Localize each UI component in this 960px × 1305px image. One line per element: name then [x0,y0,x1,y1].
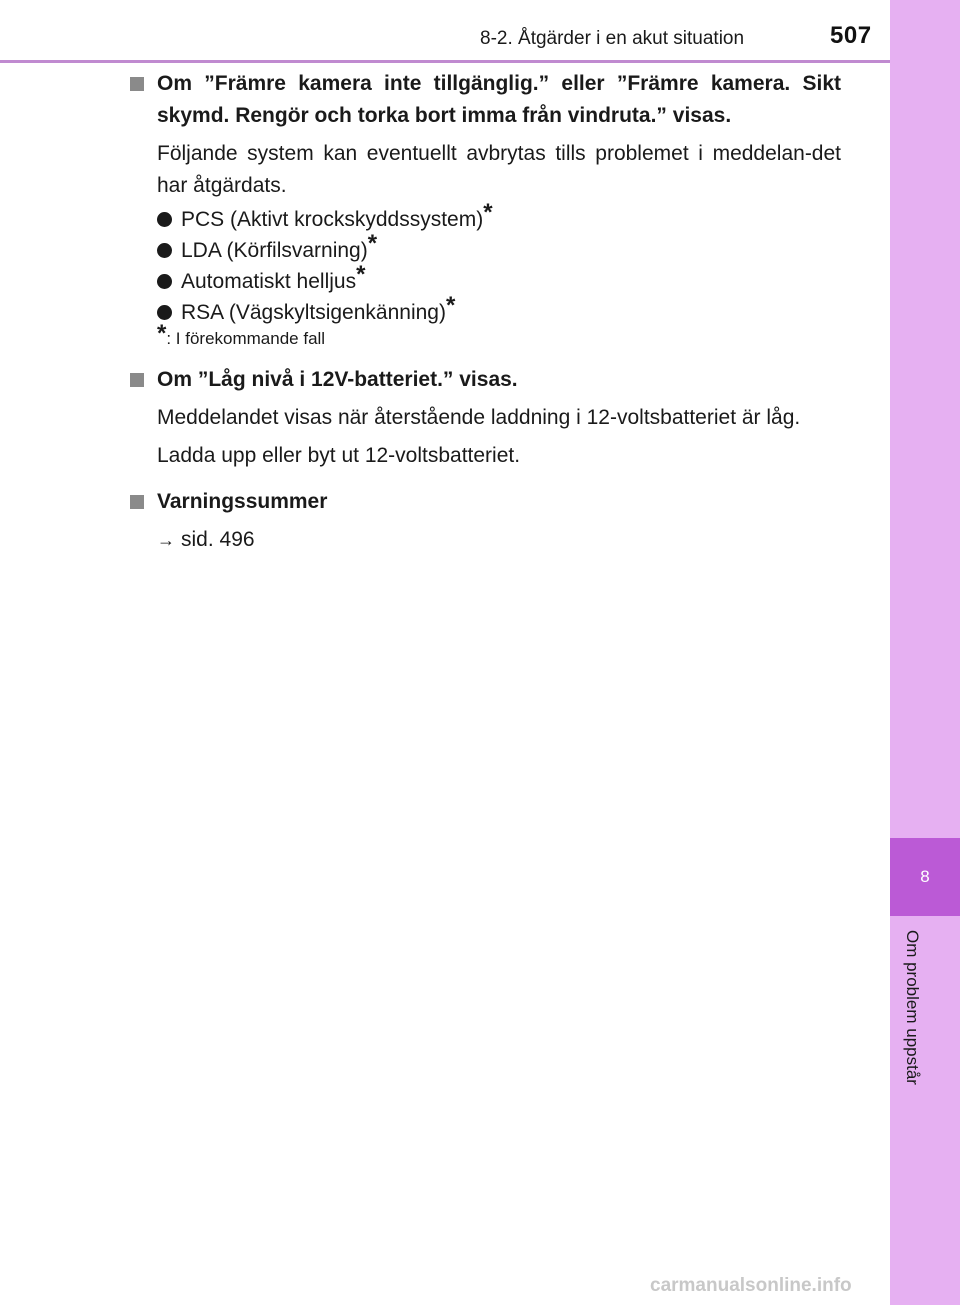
section-warning-buzzer [125,486,841,556]
section-battery [125,364,841,472]
page-reference-text: sid. 496 [181,528,255,551]
filled-circle-icon [157,274,172,289]
chapter-number: 8 [920,867,930,886]
footnote-asterisk: * [356,261,366,288]
list-item-text: PCS (Aktivt krockskyddssystem) [181,208,484,231]
header-title: 8-2. Åtgärder i en akut situation [480,28,745,49]
page-content [125,68,841,556]
list-item [157,199,841,235]
section-front-camera [125,68,841,350]
section-heading [125,364,841,396]
page-reference[interactable] [125,524,841,556]
section-paragraph: Meddelandet visas när återstående laddning i 12-voltsbatteriet är låg. [157,406,801,429]
section-heading-text: Om ”Främre kamera inte tillgänglig.” eller ”Främre kamera. Sikt skymd. Rengör och torka bort imma från vindruta.” visas. [157,72,841,127]
square-bullet-icon [130,77,144,91]
list-item-text: RSA (Vägskyltsigenkänning) [181,301,446,324]
list-item [157,230,841,266]
watermark: carmanualsonline.info [650,1275,852,1296]
page-number: 507 [830,22,872,49]
footnote-asterisk: * [483,199,493,226]
footnote-asterisk: * [367,230,378,257]
section-heading-text: Om ”Låg nivå i 12V-batteriet.” visas. [157,368,518,391]
square-bullet-icon [130,495,144,509]
system-list [125,199,841,328]
filled-circle-icon [157,243,172,258]
footnote-text: : I förekommande fall [166,329,326,348]
filled-circle-icon [157,212,172,227]
filled-circle-icon [157,305,172,320]
list-item [157,261,841,297]
section-paragraph: Följande system kan eventuellt avbrytas tills problemet i meddelan-det har åtgärdats. [157,142,841,197]
list-item-text: Automatiskt helljus [181,270,357,293]
section-heading [125,68,841,132]
footnote-asterisk: * [445,292,456,319]
chapter-block [890,838,960,916]
footnote [125,320,841,350]
list-item-text: LDA (Körfilsvarning) [181,239,368,262]
arrow-right-icon: → [157,530,175,550]
list-item [157,292,841,328]
header-rule [0,60,890,63]
square-bullet-icon [130,373,144,387]
section-heading [125,486,841,518]
footnote-asterisk: * [157,320,167,347]
section-heading-text: Varningssummer [157,490,328,513]
section-paragraph: Ladda upp eller byt ut 12-voltsbatteriet. [157,444,521,467]
chapter-label: Om problem uppstår [903,930,922,1085]
